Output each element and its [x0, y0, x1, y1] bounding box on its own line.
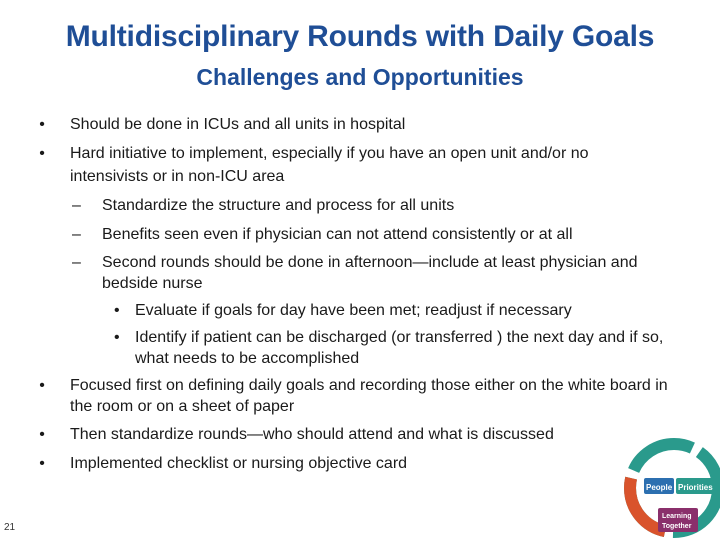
slide-subtitle: Challenges and Opportunities	[196, 64, 524, 90]
logo-text-learning: Learning	[662, 513, 692, 520]
bullet-item	[30, 423, 670, 446]
bullet-marker: •	[114, 329, 120, 346]
sub-bullet-item	[30, 252, 670, 369]
bullet-item	[30, 452, 670, 475]
sub-sub-bullet-item	[30, 300, 670, 321]
bullet-text: Implemented checklist or nursing objective card	[70, 455, 408, 472]
slide-number: 21	[4, 522, 16, 533]
bullet-marker: •	[114, 302, 120, 319]
sub-bullet-text: Standardize the structure and process for all units	[102, 197, 455, 214]
slide-title: Multidisciplinary Rounds with Daily Goals	[65, 20, 655, 53]
bullet-marker: •	[39, 116, 45, 133]
bullet-item	[30, 113, 670, 136]
sub-bullet-text: Second rounds should be done in afternoon—include at least physician and bedside nurse	[102, 254, 638, 292]
dash-marker: –	[72, 226, 81, 243]
bullet-text: Focused first on defining daily goals and recording those either on the white board in the room or on a sheet of paper	[70, 377, 668, 415]
sub-sub-bullet-text: Identify if patient can be discharged (or transferred ) the next day and if so, what needs to be accomplished	[135, 329, 664, 367]
program-logo	[624, 434, 720, 540]
sub-bullet-item	[30, 223, 670, 246]
sub-sub-bullet-item	[30, 327, 670, 369]
bullet-list	[30, 113, 670, 481]
logo-text-priorities: Priorities	[678, 483, 713, 492]
bullet-marker: •	[39, 377, 45, 394]
dash-marker: –	[72, 254, 81, 271]
sub-sub-bullet-text: Evaluate if goals for day have been met; readjust if necessary	[135, 302, 572, 319]
logo-text-together: Together	[662, 523, 692, 530]
logo-text-people: People	[646, 483, 673, 492]
bullet-marker: •	[39, 455, 45, 472]
sub-bullet-text: Benefits seen even if physician can not attend consistently or at all	[102, 226, 573, 243]
bullet-marker: •	[39, 145, 45, 162]
bullet-text: Hard initiative to implement, especially if you have an open unit and/or no intensivists or in non-ICU area	[70, 145, 589, 185]
bullet-item	[30, 375, 670, 417]
dash-marker: –	[72, 197, 81, 214]
bullet-text: Should be done in ICUs and all units in hospital	[70, 116, 406, 133]
bullet-marker: •	[39, 426, 45, 443]
sub-bullet-item	[30, 194, 670, 217]
bullet-text: Then standardize rounds—who should attend and what is discussed	[70, 426, 554, 443]
bullet-item	[30, 142, 670, 369]
